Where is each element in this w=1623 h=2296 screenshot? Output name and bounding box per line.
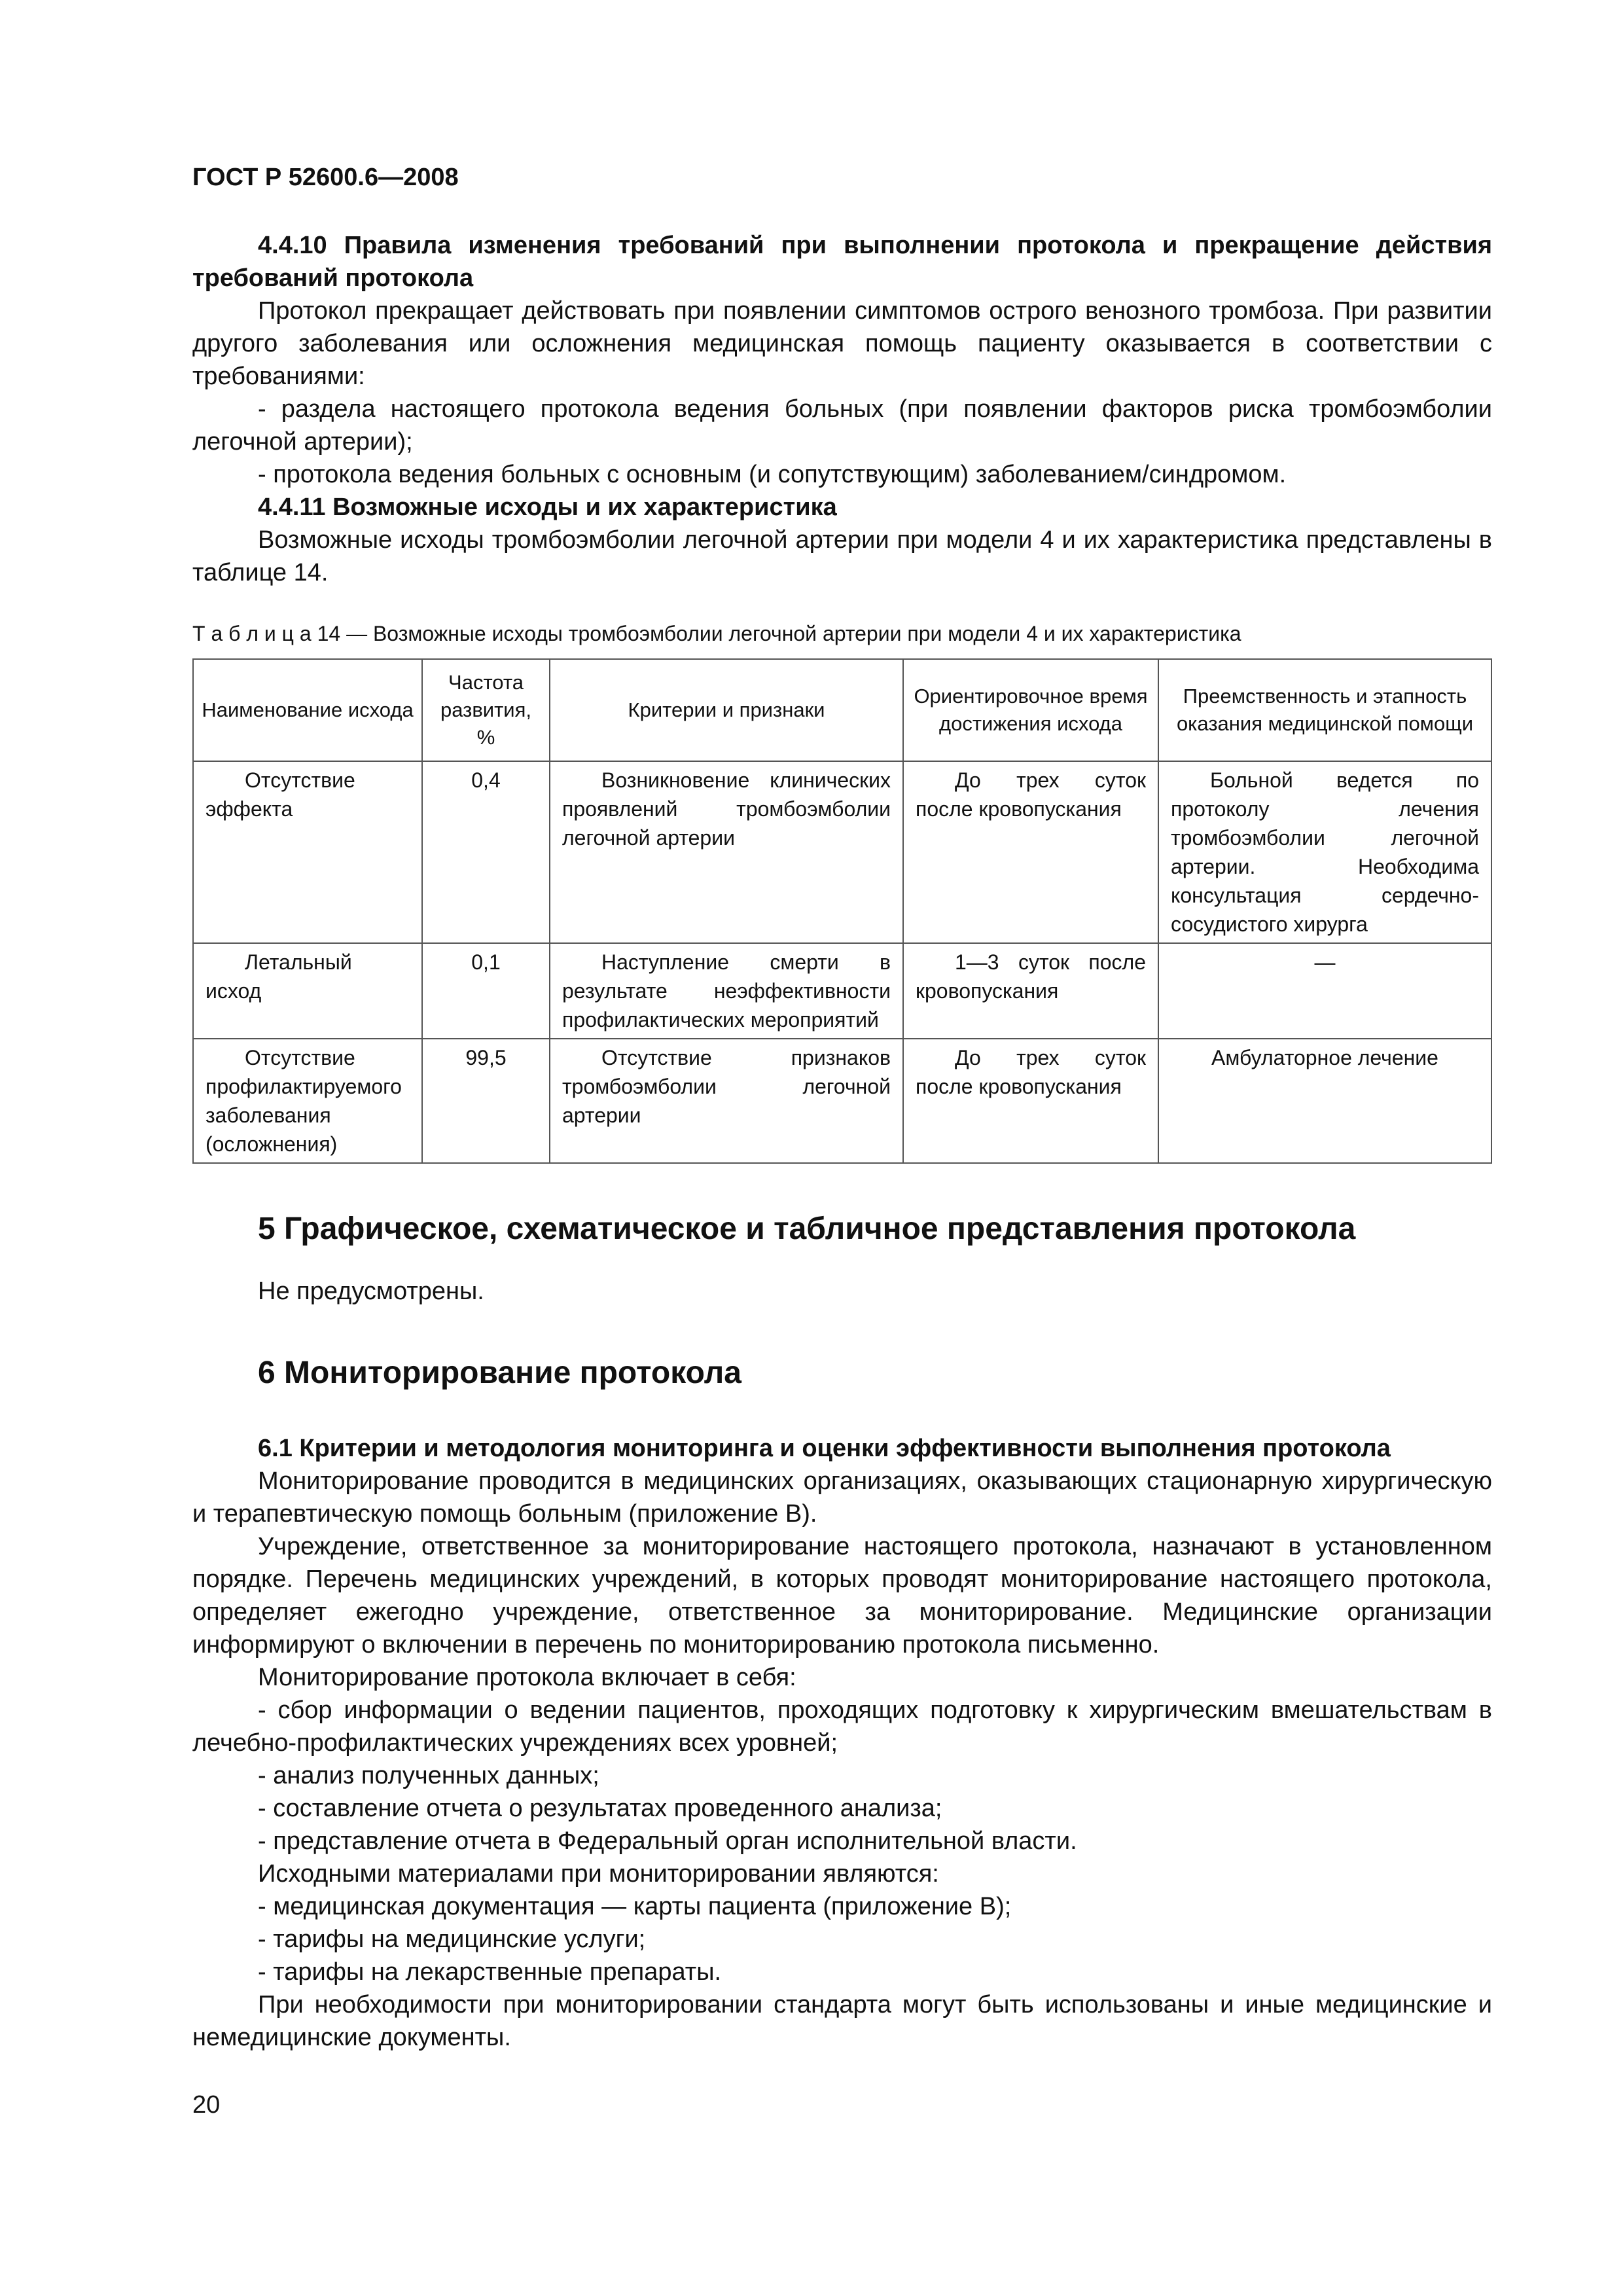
cell-time: 1—3 суток после кровопускания (903, 943, 1158, 1039)
list-item: - раздела настоящего протокола ведения больных (при появлении факторов риска тромбоэмболии легочной артерии); (192, 395, 1492, 456)
section-4-4-10-paragraph: Протокол прекращает действовать при появлении симптомов острого венозного тромбоза. При развитии другого заболевания или осложнения медицинская помощь пациенту оказывается в соответствии с требованиями: (192, 297, 1492, 390)
section-6-paragraph: При необходимости при мониторировании стандарта могут быть использованы и иные медицинские и немедицинские документы. (192, 1991, 1492, 2051)
cell-time: До трех суток после кровопускания (903, 1039, 1158, 1163)
section-6-heading: 6 Мониторирование протокола (258, 1355, 741, 1390)
section-4-4-11-title: 4.4.11 Возможные исходы и их характеристика (258, 493, 837, 521)
list-item: - составление отчета о результатах проведенного анализа; (258, 1795, 942, 1822)
cell-frequency: 99,5 (422, 1039, 550, 1163)
section-5-paragraph: Не предусмотрены. (258, 1278, 484, 1305)
section-6-1-title: 6.1 Критерии и методология мониторинга и оценки эффективности выполнения протокола (258, 1435, 1391, 1462)
table-row (193, 761, 1491, 943)
cell-time: До трех суток после кровопускания (903, 761, 1158, 943)
column-header: Критерии и признаки (550, 659, 903, 761)
list-item: - протокола ведения больных с основным (и сопутствующим) заболеванием/синдромом. (258, 461, 1287, 488)
section-4-4-10-title: 4.4.10 Правила изменения требований при выполнении протокола и прекращение действия требований протокола (192, 232, 1492, 292)
section-6-paragraph: Мониторирование протокола включает в себя: (258, 1664, 796, 1691)
section-4-4-11-paragraph: Возможные исходы тромбоэмболии легочной артерии при модели 4 и их характеристика представлены в таблице 14. (192, 526, 1492, 586)
outcomes-table (192, 658, 1492, 1164)
cell-care: Больной ведется по протоколу лечения тромбоэмболии легочной артерии. Необходима консультация сердечно-сосудистого хирурга (1158, 761, 1491, 943)
table-row (193, 1039, 1491, 1163)
list-item: - медицинская документация — карты пациента (приложение В); (258, 1893, 1012, 1920)
cell-outcome-name: Отсутствие эффекта (193, 761, 422, 943)
cell-criteria: Отсутствие признаков тромбоэмболии легочной артерии (550, 1039, 903, 1163)
document-code: ГОСТ Р 52600.6—2008 (192, 164, 459, 191)
cell-care: Амбулаторное лечение (1158, 1039, 1491, 1163)
column-header: Ориентировочное время достижения исхода (903, 659, 1158, 761)
list-item: - тарифы на медицинские услуги; (258, 1926, 646, 1953)
section-6-paragraph: Учреждение, ответственное за мониторирование настоящего протокола, назначают в установленном порядке. Перечень медицинских учреждений, в которых проводят мониторирование настоящего протокола, определяет ежегодно учреждение, ответственное за мониторирование. Медицинские организации информируют о включении в перечень по мониторированию протокола письменно. (192, 1533, 1492, 1659)
cell-frequency: 0,4 (422, 761, 550, 943)
column-header: Наименование исхода (193, 659, 422, 761)
column-header: Частота развития, % (422, 659, 550, 761)
list-item: - анализ полученных данных; (258, 1762, 599, 1789)
table-row (193, 943, 1491, 1039)
section-5-heading: 5 Графическое, схематическое и табличное представления протокола (258, 1211, 1356, 1246)
section-6-paragraph: Мониторирование проводится в медицинских организациях, оказывающих стационарную хирургическую и терапевтическую помощь больным (приложение В). (192, 1467, 1492, 1528)
column-header: Преемственность и этапность оказания медицинской помощи (1158, 659, 1491, 761)
cell-frequency: 0,1 (422, 943, 550, 1039)
list-item: - представление отчета в Федеральный орган исполнительной власти. (258, 1827, 1077, 1855)
section-6-paragraph: Исходными материалами при мониторировании являются: (258, 1860, 939, 1888)
cell-outcome-name: Отсутствие профилактируемого заболевания (осложнения) (193, 1039, 422, 1163)
page-content (192, 229, 1492, 2054)
list-item: - сбор информации о ведении пациентов, проходящих подготовку к хирургическим вмешательствам в лечебно-профилактических учреждениях всех уровней; (192, 1696, 1492, 1757)
cell-criteria: Возникновение клинических проявлений тромбоэмболии легочной артерии (550, 761, 903, 943)
table-header-row (193, 659, 1491, 761)
page-number: 20 (192, 2091, 221, 2119)
cell-outcome-name: Летальный исход (193, 943, 422, 1039)
table-caption: Т а б л и ц а 14 — Возможные исходы тромбоэмболии легочной артерии при модели 4 и их характеристика (192, 622, 1241, 645)
list-item: - тарифы на лекарственные препараты. (258, 1958, 722, 1986)
cell-care: — (1158, 943, 1491, 1039)
cell-criteria: Наступление смерти в результате неэффективности профилактических мероприятий (550, 943, 903, 1039)
